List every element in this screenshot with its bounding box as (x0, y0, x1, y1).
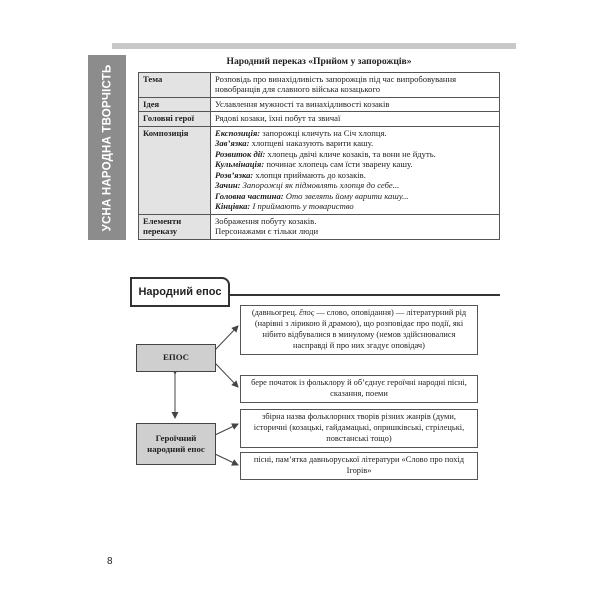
row-value: Розповідь про винахідливість запорожців під час випробовування новобранців для славного війська козацького (211, 73, 500, 98)
row-label: Елементи переказу (139, 214, 211, 239)
row-label: Тема (139, 73, 211, 98)
epos-box: ЕПОС (136, 344, 216, 372)
epos-definition: (давньогрец. ἔπος — слово, оповідання) — літературний рід (нарівні з лірикою й драмою), що розповідає про події, які нібито відбувалися в минулому (немов здійснювалися насправді й про них згадує оповідач) (240, 305, 478, 355)
heroic-epos-box: Героїчний народний епос (136, 423, 216, 465)
composition-line: Кульмінація: починає хлопець сам їсти зварену кашу. (215, 159, 413, 170)
row-label: Головні герої (139, 112, 211, 126)
composition-line: Експозиція: запорожці кличуть на Січ хлопця. (215, 127, 387, 138)
composition-line: Зачин: Запорожці як підмовлять хлопця до себе... (215, 180, 400, 191)
composition-line: Зав’язка: хлопцеві наказують варити кашу. (215, 138, 374, 149)
page-title: Народний переказ «Прийом у запорожців» (226, 56, 412, 67)
composition-line: Розв’язка: хлопця приймають до козаків. (215, 169, 366, 180)
heroic-epos-definition: збірна назва фольклорних творів різних жанрів (думи, історичні (козацькі, гайдамацькі, опришківські, стрілецькі, повстанські тощо) (240, 409, 478, 448)
row-label: Композиція (139, 126, 211, 214)
composition-line: Головна частина: Ото звелять йому варити кашу... (215, 190, 409, 201)
elements-line: Персонажами є тільки люди (215, 226, 319, 237)
heroic-epos-examples: пісні, пам’ятка давньоруської літератури «Слово про похід Ігорів» (240, 452, 478, 480)
composition-line: Розвиток дії: хлопець двічі кличе козаків, та вони не йдуть. (215, 148, 436, 159)
epos-origin: бере початок із фольклору й об’єднує героїчні народні пісні, сказання, поеми (240, 375, 478, 403)
row-value: Рядові козаки, їхні побут та звичаї (211, 112, 500, 126)
row-label: Ідея (139, 97, 211, 111)
row-value: Уславлення мужності та винахідливості козаків (211, 97, 500, 111)
side-tab-label: УСНА НАРОДНА ТВОРЧІСТЬ (101, 64, 114, 231)
composition-line: Кінцівка: І приймають у товариство (215, 201, 354, 212)
section-title: Народний епос (130, 277, 230, 307)
elements-line: Зображення побуту козаків. (215, 215, 317, 226)
page-number: 8 (107, 556, 113, 567)
